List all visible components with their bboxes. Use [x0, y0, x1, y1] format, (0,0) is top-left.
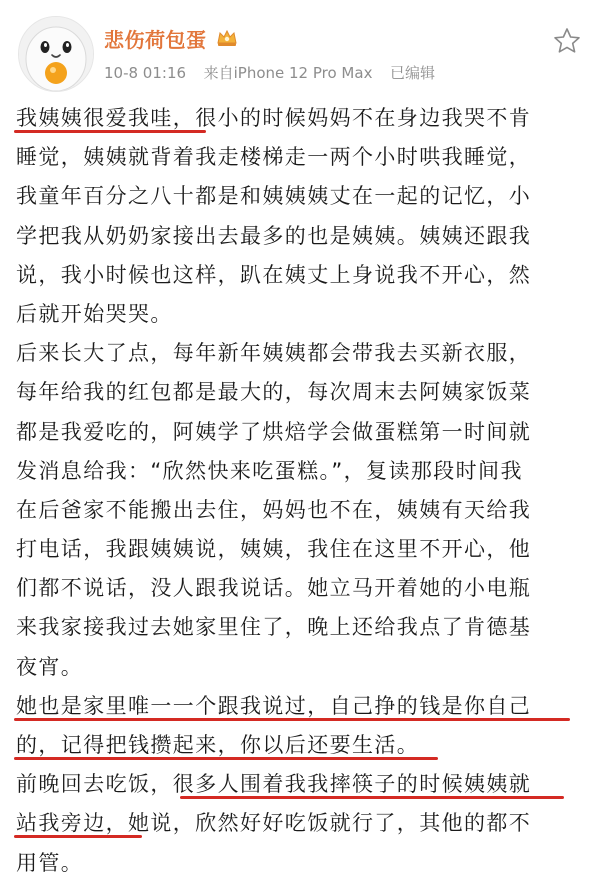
username[interactable]: 悲伤荷包蛋: [104, 28, 207, 52]
egg-character-avatar-icon: [19, 17, 93, 91]
body-line: 打电话，我跟姨姨说，姨姨，我住在这里不开心，他: [16, 537, 532, 562]
highlight-underline: [14, 757, 438, 760]
body-line: 用管。: [16, 850, 84, 875]
post-timestamp: 10-8 01:16: [104, 64, 187, 82]
body-line: 学把我从奶奶家接出去最多的也是姨姨。姨姨还跟我: [16, 223, 532, 248]
body-line: 说，我小时候也这样，趴在姨丈上身说我不开心，然: [16, 262, 532, 287]
post-meta: [104, 62, 435, 83]
body-line: 我童年百分之八十都是和姨姨姨丈在一起的记忆，小: [16, 184, 532, 209]
highlight-underline: [14, 718, 570, 721]
star-outline-icon[interactable]: [552, 26, 582, 56]
body-line: 发消息给我：“欣然快来吃蛋糕。”，复读那段时间我: [16, 458, 523, 483]
body-line: 前晚回去吃饭，很多人围着我我摔筷子的时候姨姨就: [16, 765, 584, 804]
body-line: 们都不说话，没人跟我说话。她立马开着她的小电瓶: [16, 576, 532, 601]
body-line: 都是我爱吃的，阿姨学了烘焙学会做蛋糕第一时间就: [16, 419, 532, 444]
body-line: 的，记得把钱攒起来，你以后还要生活。: [16, 726, 584, 765]
highlight-underline: [14, 130, 206, 133]
highlight-underline: [180, 796, 564, 799]
post-body: [16, 99, 584, 883]
body-line: 在后爸家不能搬出去住，妈妈也不在，姨姨有天给我: [16, 497, 532, 522]
body-line: 后来长大了点，每年新年姨姨都会带我去买新衣服，: [16, 341, 532, 366]
edited-label[interactable]: 已编辑: [390, 64, 436, 82]
post-header: [0, 0, 600, 100]
highlight-underline: [14, 835, 142, 838]
body-line: 站我旁边，她说，欣然好好吃饭就行了，其他的都不: [16, 804, 584, 843]
crown-vip-icon: [216, 27, 238, 49]
body-line: 睡觉，姨姨就背着我走楼梯走一两个小时哄我睡觉，: [16, 145, 532, 170]
post-source: 来自iPhone 12 Pro Max: [203, 64, 373, 82]
body-line: 来我家接我过去她家里住了，晚上还给我点了肯德基: [16, 615, 532, 640]
body-line: 我姨姨很爱我哇，很小的时候妈妈不在身边我哭不肯: [16, 99, 584, 138]
avatar[interactable]: [18, 16, 94, 92]
body-line: 夜宵。: [16, 654, 84, 679]
body-line: 她也是家里唯一一个跟我说过，自己挣的钱是你自己: [16, 687, 584, 726]
body-line: 每年给我的红包都是最大的，每次周末去阿姨家饭菜: [16, 380, 532, 405]
body-line: 后就开始哭哭。: [16, 301, 173, 326]
